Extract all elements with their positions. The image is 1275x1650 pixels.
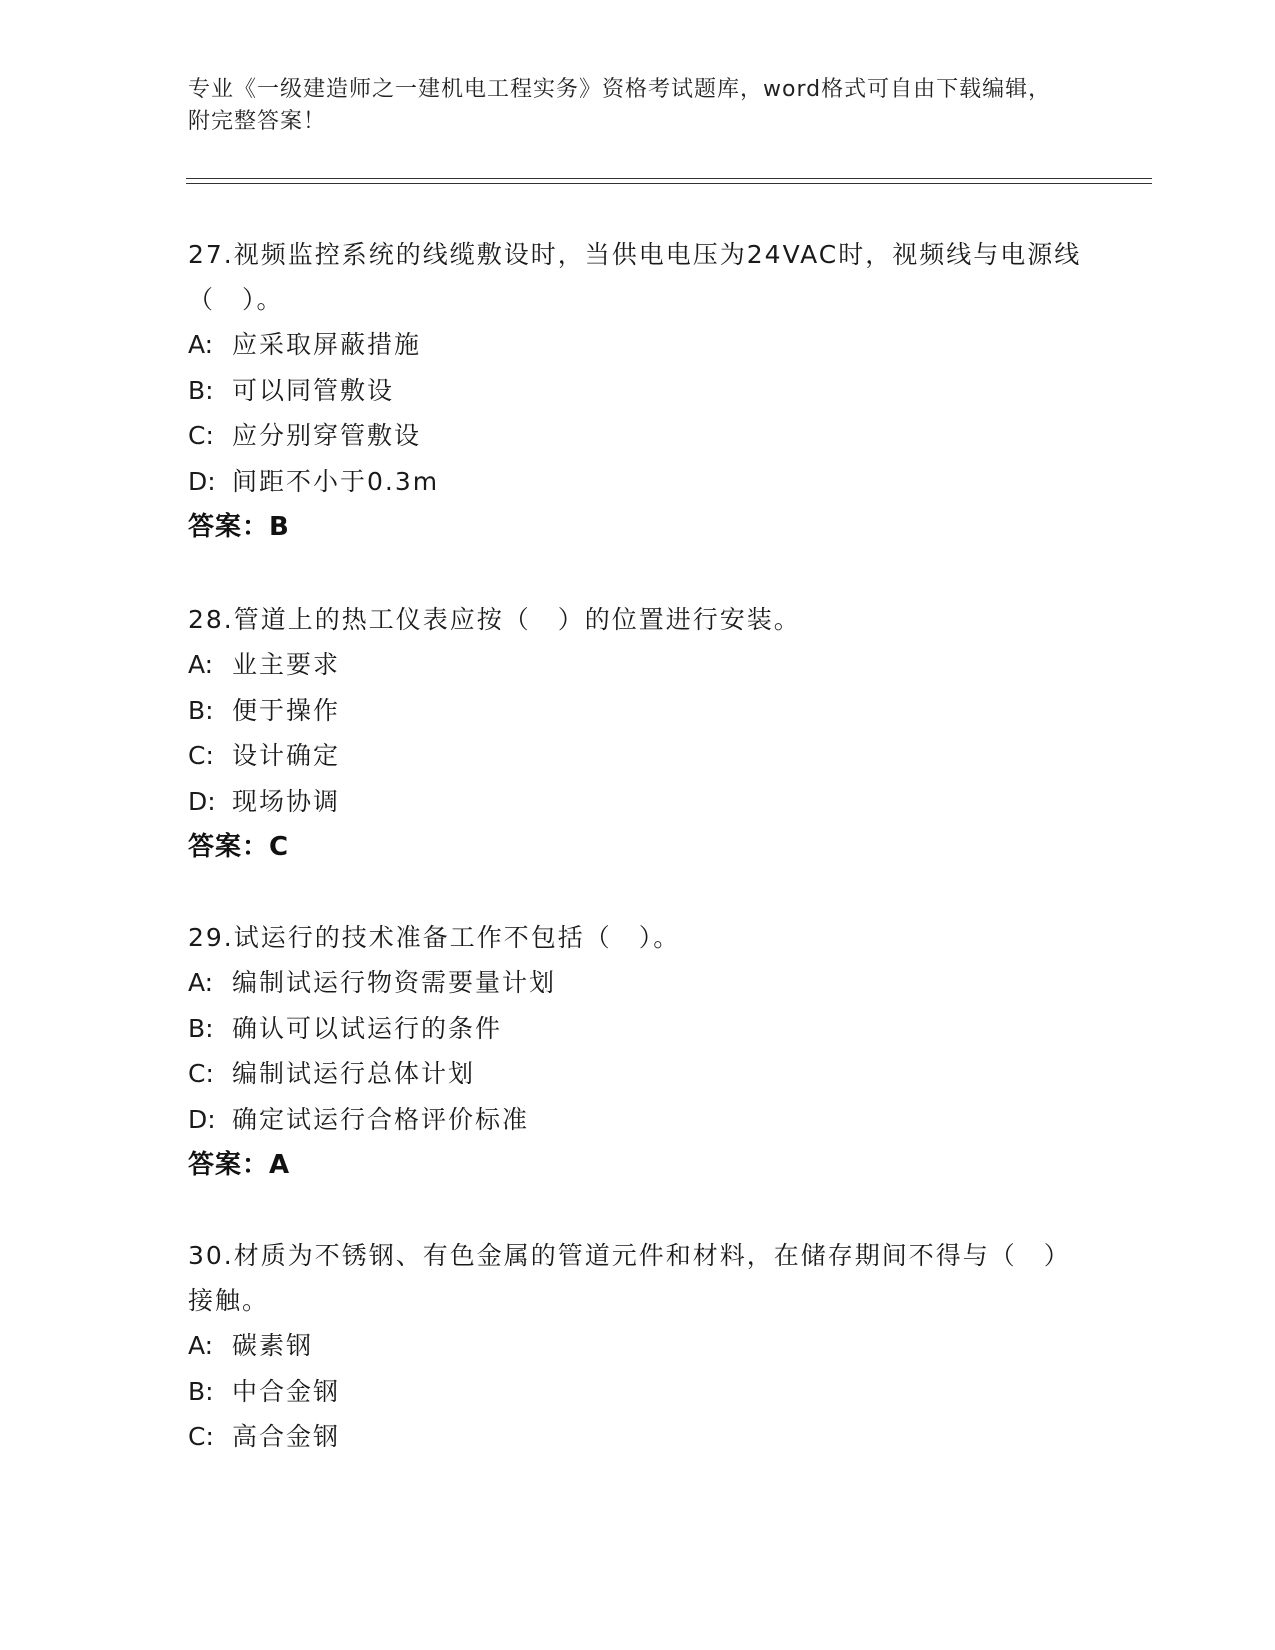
option-text: 确定试运行合格评价标准 — [232, 1104, 530, 1134]
option-text: 现场协调 — [232, 786, 341, 816]
answer-label: 答案：A — [188, 1150, 291, 1180]
question-stem: 27.视频监控系统的线缆敷设时，当供电电压为24VAC时，视频线与电源线（ ）。 — [188, 240, 1082, 314]
option-key: C: — [188, 1422, 214, 1451]
header-divider-bottom — [186, 183, 1152, 184]
question-stem: 29.试运行的技术准备工作不包括（ ）。 — [188, 923, 681, 952]
option-key: A: — [188, 330, 214, 359]
option-d — [188, 459, 1088, 505]
option-d — [188, 1097, 1088, 1143]
option-key: C: — [188, 741, 214, 770]
option-b — [188, 368, 1088, 414]
option-key: C: — [188, 1059, 214, 1088]
option-list — [188, 960, 1088, 1142]
option-a — [188, 322, 1088, 368]
option-text: 设计确定 — [232, 741, 341, 770]
document-header: 专业《一级建造师之一建机电工程实务》资格考试题库，word格式可自由下载编辑，附完整答案！ — [188, 77, 1052, 134]
option-d — [188, 779, 1088, 825]
option-key: B: — [188, 1013, 214, 1043]
option-text: 中合金钢 — [232, 1376, 341, 1406]
question-30 — [188, 1233, 1088, 1460]
option-text: 间距不小于0.3m — [232, 466, 440, 496]
option-key: A: — [188, 1331, 214, 1360]
option-key: C: — [188, 421, 214, 450]
option-text: 便于操作 — [232, 695, 341, 725]
header-divider-top — [186, 178, 1152, 179]
option-b — [188, 1006, 1088, 1052]
question-29 — [188, 915, 1088, 1188]
option-list — [188, 322, 1088, 504]
question-28 — [188, 597, 1088, 870]
option-text: 可以同管敷设 — [232, 375, 395, 405]
option-key: D: — [188, 1104, 216, 1134]
option-key: A: — [188, 650, 214, 679]
option-c — [188, 1414, 1088, 1460]
answer-label: 答案：C — [188, 832, 290, 862]
option-b — [188, 688, 1088, 734]
option-key: D: — [188, 466, 216, 496]
option-list — [188, 1323, 1088, 1460]
option-key: A: — [188, 968, 214, 997]
option-text: 编制试运行总体计划 — [232, 1059, 476, 1088]
answer-label: 答案：B — [188, 512, 290, 542]
question-stem: 30.材质为不锈钢、有色金属的管道元件和材料，在储存期间不得与（ ）接触。 — [188, 1241, 1071, 1315]
option-b — [188, 1369, 1088, 1415]
option-c — [188, 1051, 1088, 1097]
option-a — [188, 960, 1088, 1006]
option-key: B: — [188, 695, 214, 725]
option-key: D: — [188, 786, 216, 816]
question-27 — [188, 232, 1088, 550]
option-text: 高合金钢 — [232, 1422, 341, 1451]
option-text: 业主要求 — [232, 650, 341, 679]
option-list — [188, 642, 1088, 824]
option-text: 确认可以试运行的条件 — [232, 1013, 503, 1043]
option-key: B: — [188, 1376, 214, 1406]
option-key: B: — [188, 375, 214, 405]
option-text: 应分别穿管敷设 — [232, 421, 422, 450]
option-c — [188, 733, 1088, 779]
question-stem: 28.管道上的热工仪表应按（ ）的位置进行安装。 — [188, 605, 801, 634]
option-c — [188, 413, 1088, 459]
option-text: 编制试运行物资需要量计划 — [232, 968, 557, 997]
option-a — [188, 1323, 1088, 1369]
option-text: 应采取屏蔽措施 — [232, 330, 422, 359]
option-text: 碳素钢 — [232, 1331, 314, 1360]
option-a — [188, 642, 1088, 688]
